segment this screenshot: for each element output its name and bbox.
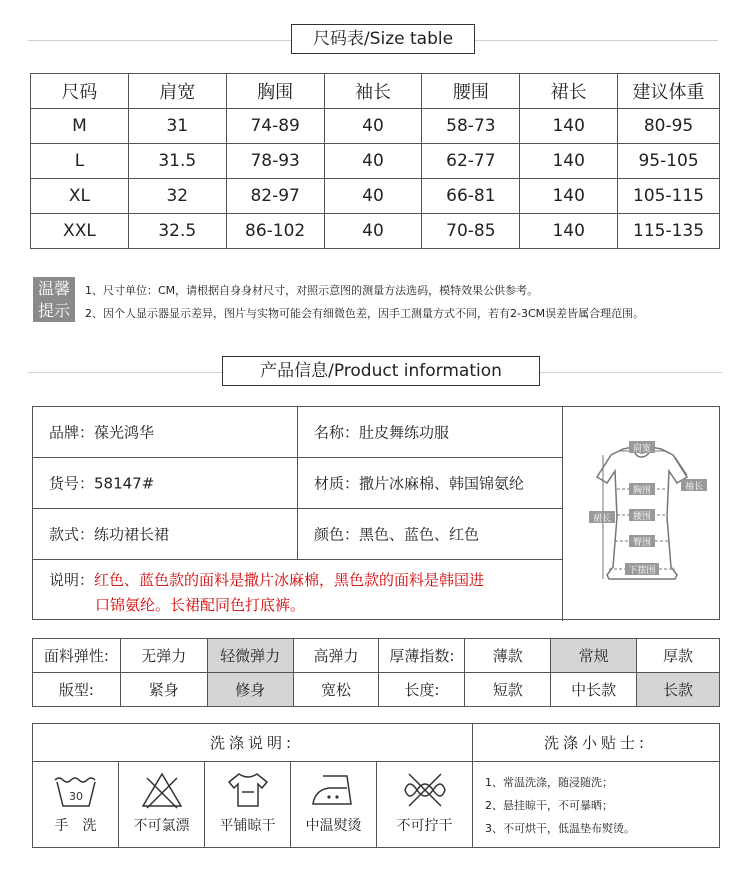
diagram-label-hip: 臀围: [632, 538, 652, 548]
table-cell: 140: [520, 179, 618, 214]
note-label: 说明：: [49, 571, 95, 589]
table-cell: 32: [128, 179, 226, 214]
table-cell: 66-81: [422, 179, 520, 214]
fabric-fit-table: [32, 638, 720, 707]
note-red-line-2: 口锦氨纶。长裙配同色打底裤。: [95, 596, 306, 614]
wash-tips-list: [473, 762, 719, 847]
wash-title-right: 洗涤小贴士:: [473, 724, 719, 762]
table-cell: 70-85: [422, 214, 520, 249]
table-cell: 140: [520, 109, 618, 144]
item-no-cell: [33, 458, 298, 509]
wash-item-flat-dry: [205, 762, 291, 847]
item-no-text: 货号：58147#: [49, 474, 155, 493]
diagram-label-hem: 下摆围: [628, 566, 656, 576]
table-cell: 32.5: [128, 214, 226, 249]
tips-badge: [33, 277, 75, 322]
thickness-regular: 常规: [551, 639, 637, 673]
material-cell: [298, 458, 563, 509]
iron-label: 中温熨烫: [305, 818, 362, 834]
no-bleach-label: 不可氯漂: [133, 818, 190, 834]
material-text: 材质：撒片冰麻棉、韩国锦氨纶: [314, 474, 525, 493]
diagram-label-waist: 腰围: [632, 512, 652, 522]
wash-item-iron: [291, 762, 377, 847]
product-info-table: [32, 406, 720, 620]
diagram-label-shoulder: 肩宽: [632, 444, 652, 454]
hand-wash-temp: 30: [68, 790, 83, 803]
wash-title-left: 洗涤说明:: [33, 724, 473, 762]
note-red-line-1: 红色、蓝色款的面料是撒片冰麻棉，黑色款的面料是韩国进: [94, 571, 485, 589]
hand-wash-label: 手 洗: [54, 818, 97, 834]
length-short: 短款: [465, 673, 551, 707]
note-cell: [33, 560, 563, 621]
name-cell: [298, 407, 563, 458]
header-size: 尺码: [31, 74, 129, 109]
diagram-label-sleeve: 袖长: [684, 482, 704, 492]
color-text: 颜色：黑色、蓝色、红色: [314, 525, 480, 544]
wash-tip-2: 2、悬挂晾干，不可暴晒；: [485, 799, 613, 812]
fit-loose: 宽松: [293, 673, 379, 707]
table-cell: 140: [520, 144, 618, 179]
table-cell: 78-93: [226, 144, 324, 179]
dress-diagram-icon: [563, 407, 719, 619]
no-wring-icon: [399, 770, 451, 810]
brand-text: 品牌：葆光鸿华: [49, 423, 155, 442]
style-text: 款式：练功裙长裙: [49, 525, 170, 544]
size-row-m: [31, 109, 720, 144]
table-cell: 62-77: [422, 144, 520, 179]
table-cell: 40: [324, 144, 422, 179]
table-cell: L: [31, 144, 129, 179]
header-waist: 腰围: [422, 74, 520, 109]
length-long: 长款: [637, 673, 720, 707]
product-info-title: 产品信息/Product information: [222, 356, 540, 386]
hand-wash-icon: [51, 770, 101, 810]
table-cell: 40: [324, 214, 422, 249]
brand-cell: [33, 407, 298, 458]
fit-row: [33, 673, 720, 707]
size-row-xl: [31, 179, 720, 214]
header-chest: 胸围: [226, 74, 324, 109]
table-cell: 82-97: [226, 179, 324, 214]
header-sleeve: 袖长: [324, 74, 422, 109]
product-title-bar: [0, 354, 750, 390]
style-cell: [33, 509, 298, 560]
length-label: 长度:: [379, 673, 465, 707]
measurement-diagram: [563, 407, 719, 619]
size-row-xxl: [31, 214, 720, 249]
elastic-row: [33, 639, 720, 673]
table-cell: 31: [128, 109, 226, 144]
color-cell: [298, 509, 563, 560]
table-cell: 40: [324, 109, 422, 144]
size-row-l: [31, 144, 720, 179]
tips-badge-top: 温馨: [37, 279, 70, 298]
diagram-label-length: 裙长: [592, 514, 612, 524]
table-cell: 74-89: [226, 109, 324, 144]
header-length: 裙长: [520, 74, 618, 109]
name-text: 名称：肚皮舞练功服: [314, 423, 450, 442]
table-cell: 58-73: [422, 109, 520, 144]
table-cell: M: [31, 109, 129, 144]
iron-medium-icon: [309, 770, 359, 810]
no-wring-label: 不可拧干: [396, 818, 453, 834]
table-cell: 95-105: [618, 144, 720, 179]
thickness-thin: 薄款: [465, 639, 551, 673]
wash-item-no-bleach: [119, 762, 205, 847]
diagram-label-chest: 胸围: [632, 486, 652, 496]
wash-item-no-wring: [377, 762, 473, 847]
table-cell: 140: [520, 214, 618, 249]
wash-item-hand-wash: [33, 762, 119, 847]
table-cell: 105-115: [618, 179, 720, 214]
length-medium: 中长款: [551, 673, 637, 707]
tips-badge-bottom: 提示: [37, 301, 70, 320]
size-table: [30, 73, 720, 249]
no-bleach-icon: [139, 770, 185, 810]
table-cell: 86-102: [226, 214, 324, 249]
elastic-none: 无弹力: [120, 639, 207, 673]
elastic-label: 面料弹性:: [33, 639, 121, 673]
header-weight: 建议体重: [618, 74, 720, 109]
tip-line-2: 2、因个人显示器显示差异，图片与实物可能会有细微色差，因手工测量方式不同，若有2-3CM误差皆属合理范围。: [85, 307, 645, 320]
table-cell: XL: [31, 179, 129, 214]
table-cell: 115-135: [618, 214, 720, 249]
table-cell: 40: [324, 179, 422, 214]
header-shoulder: 肩宽: [128, 74, 226, 109]
wash-tip-3: 3、不可烘干，低温垫布熨烫。: [485, 822, 635, 835]
fit-slim: 修身: [207, 673, 293, 707]
wash-tip-1: 1、常温洗涤，随浸随洗；: [485, 776, 613, 789]
elastic-high: 高弹力: [293, 639, 379, 673]
size-title-bar: [0, 22, 750, 58]
tip-line-1: 1、尺寸单位：CM，请根据自身身材尺寸，对照示意图的测量方法选码，模特效果公供参考。: [85, 284, 539, 297]
thickness-label: 厚薄指数:: [379, 639, 465, 673]
wash-instructions: [32, 723, 720, 848]
table-cell: XXL: [31, 214, 129, 249]
elastic-slight: 轻微弹力: [207, 639, 293, 673]
fit-label: 版型:: [33, 673, 121, 707]
fit-tight: 紧身: [120, 673, 207, 707]
size-table-title: 尺码表/Size table: [291, 24, 475, 54]
flat-dry-icon: [225, 770, 271, 810]
table-cell: 80-95: [618, 109, 720, 144]
size-table-header-row: [31, 74, 720, 109]
thickness-thick: 厚款: [637, 639, 720, 673]
flat-dry-label: 平铺晾干: [219, 818, 276, 834]
table-cell: 31.5: [128, 144, 226, 179]
